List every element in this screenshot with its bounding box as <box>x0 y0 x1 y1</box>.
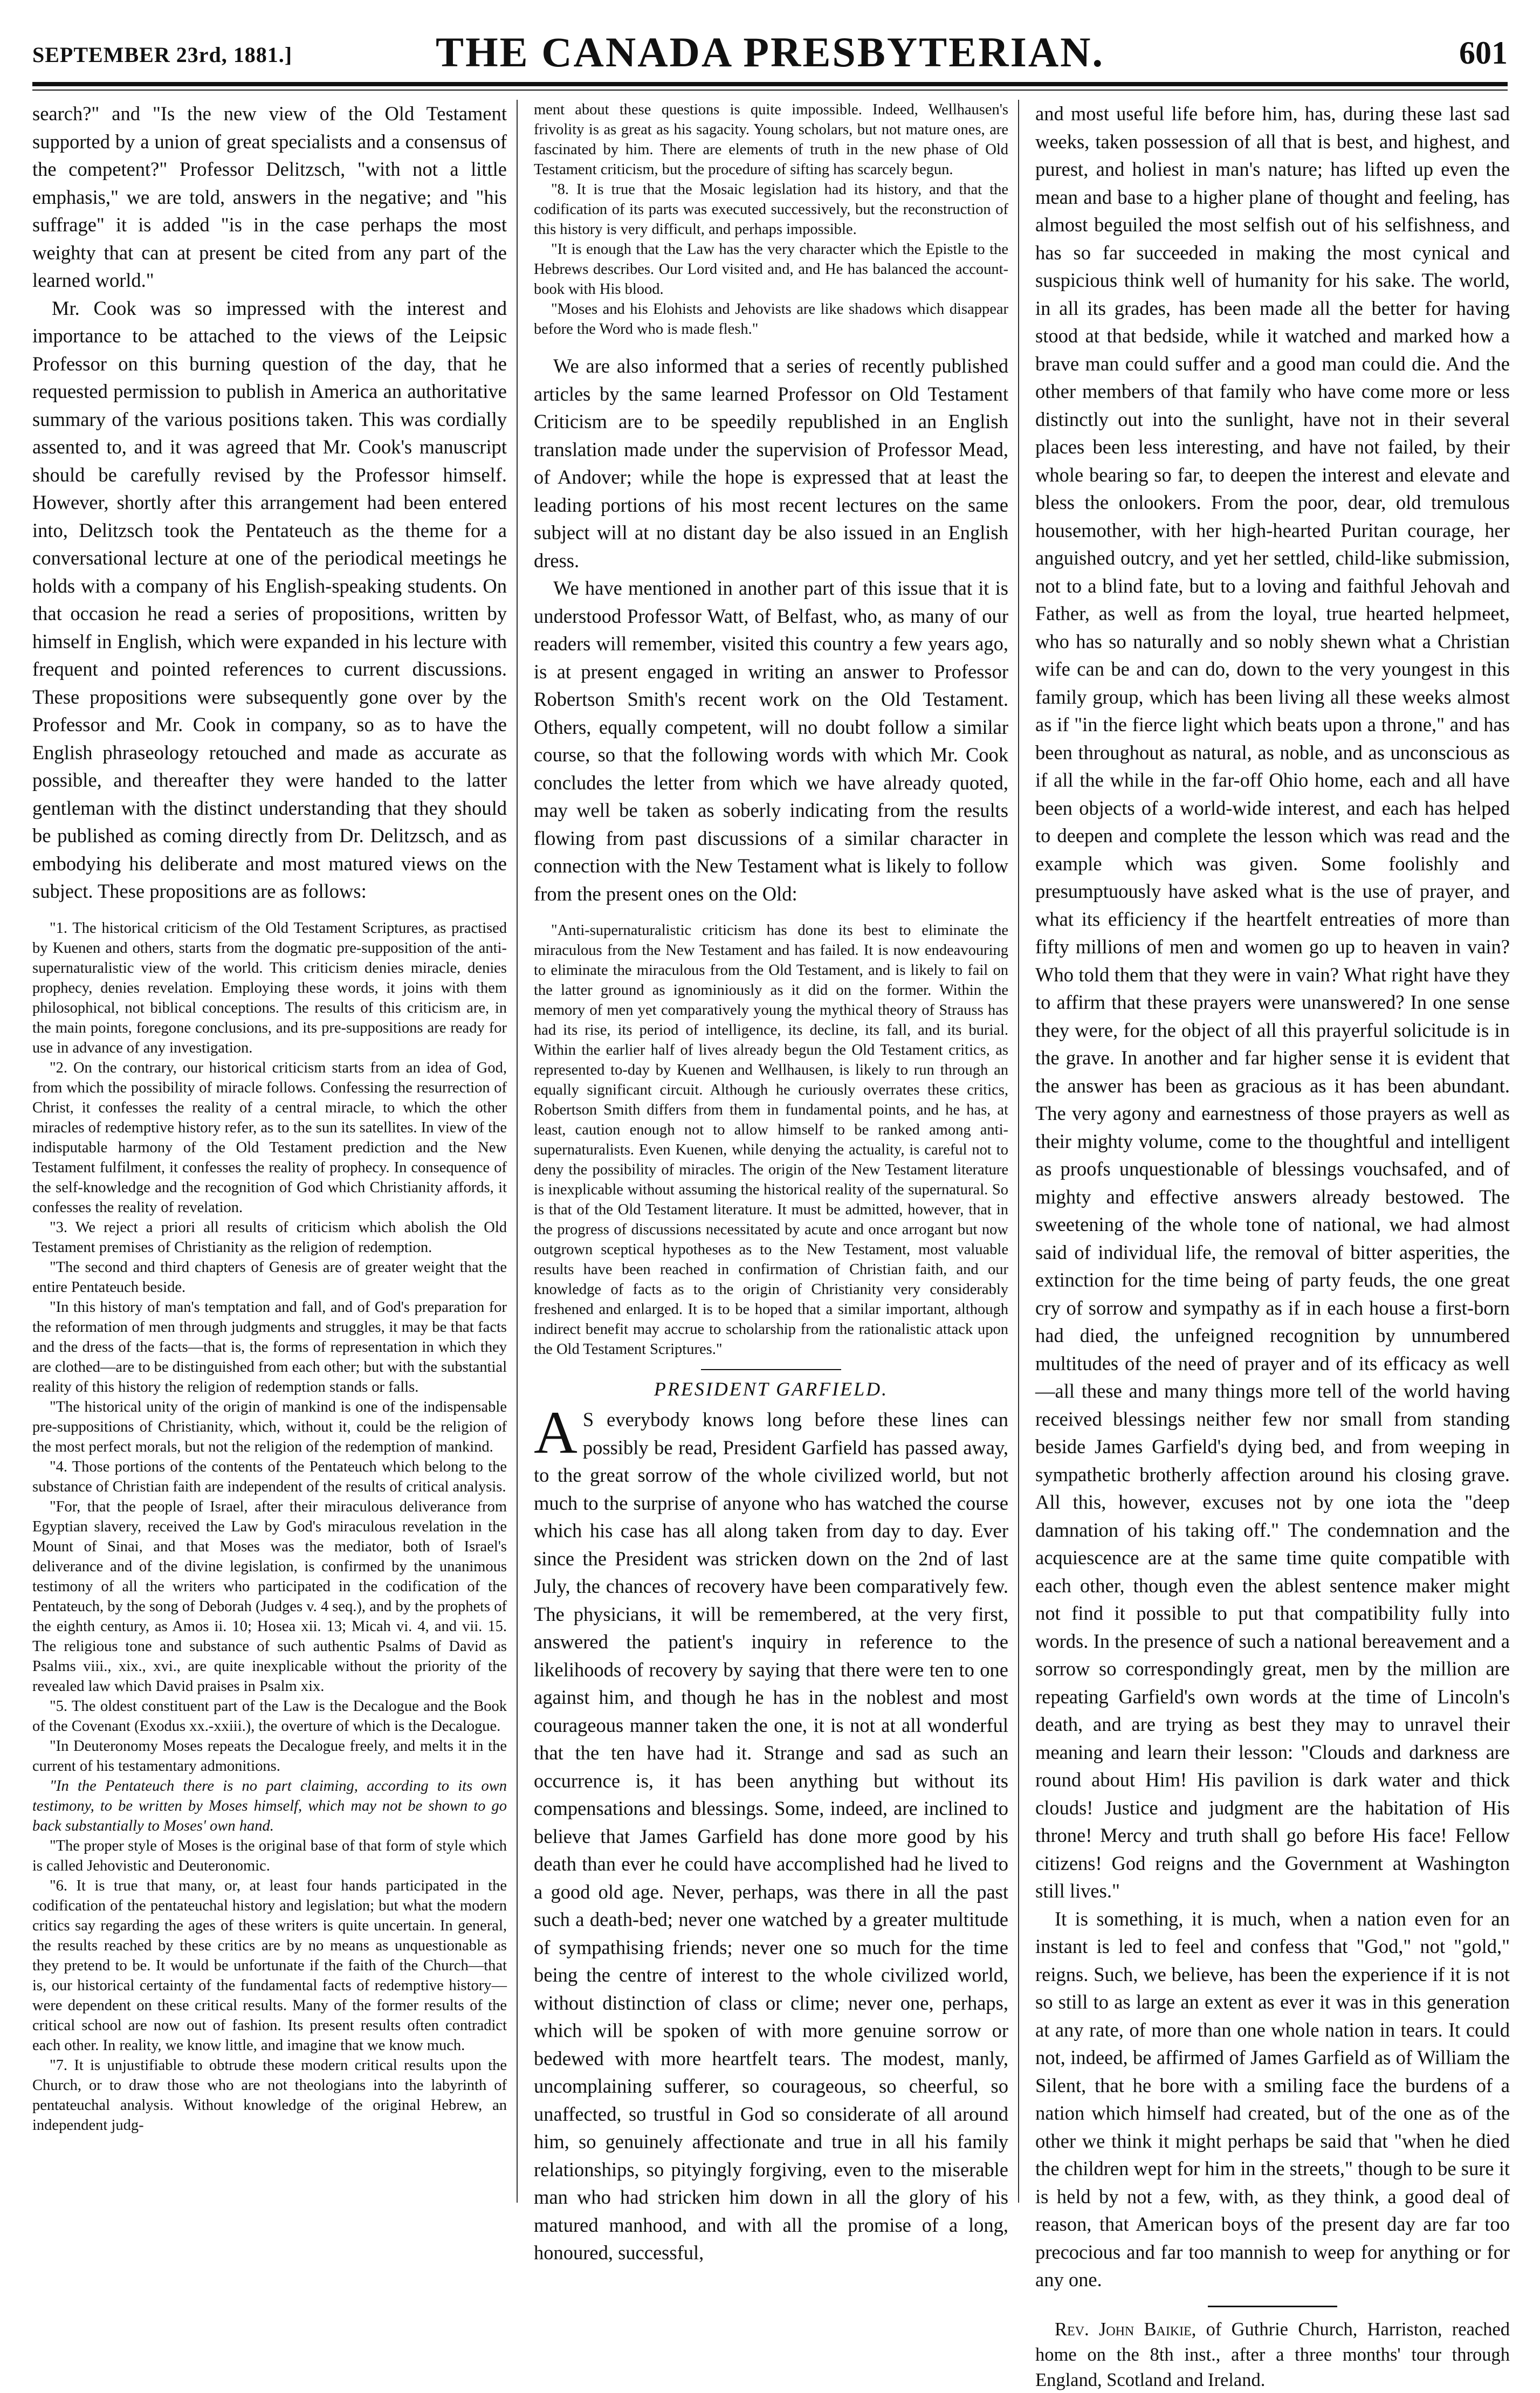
masthead-rule-thin <box>32 90 1508 91</box>
section-heading <box>534 1369 1008 1400</box>
quoted-proposition: ment about these questions is quite impossible. Indeed, Wellhausen's frivolity is as great as his sagacity. Young scholars, but not mature ones, are fascinated by him. There are elements of truth in the new phase of Old Testament criticism, but the procedure of sifting has scarcely begun. <box>534 101 1008 178</box>
quoted-proposition: "For, that the people of Israel, after their miraculous deliverance from Egyptian slavery, received the Law by God's miraculous revelation in the Mount of Sinai, and that Moses was the mediator, both of Israel's deliverance and of the divine legislation, is confirmed by the unanimous testimony of all the writers who participated in the codification of the Pentateuch, by the song of Deborah (Judges v. 4 seq.), and by the prophets of the eighth century, as Amos ii. 10; Hosea xii. 13; Micah vi. 4, and vii. 15. The religious tone and substance of such authentic Psalms of David as Psalms viii., xix., xvi., are quite inexplicable without the priority of the revealed law which David praises in Psalm xix. <box>32 1498 507 1695</box>
drop-cap: A <box>534 1399 578 1466</box>
column-divider-2 <box>1018 100 1019 2203</box>
quoted-proposition: "3. We reject a priori all results of criticism which abolish the Old Testament premises of Christianity as the religion of redemption. <box>32 1219 507 1256</box>
quoted-proposition: "4. Those portions of the contents of the Pentateuch which belong to the substance of Christian faith are independent of the results of critical analysis. <box>32 1458 507 1495</box>
quoted-proposition: "The proper style of Moses is the original base of that form of style which is called Jehovistic and Deuteronomic. <box>32 1837 507 1874</box>
quoted-proposition: "6. It is true that many, or, at least four hands participated in the codification of the pentateuchal history and legislation; but what the modern critics say regarding the ages of these writers is quite uncertain. In general, the results reached by these critics are by no means as unquestionable as they pretend to be. It would be unfortunate if the faith of the Church—that is, our historical certainty of the fundamental facts of redemptive history—were dependent on these critical results. Many of the former results of the critical school are now out of fashion. Its present results often contradict each other. In reality, we know little, and imagine that we know much. <box>32 1877 507 2054</box>
notice-name: Rev. John Baikie, <box>1055 2319 1197 2340</box>
column-divider-1 <box>517 100 518 2203</box>
quoted-proposition: "7. It is unjustifiable to obtrude these modern critical results upon the Church, or to draw those who are not theologians into the labyrinth of pentateuchal analysis. Without knowledge of the original Hebrew, an independent judg- <box>32 2057 507 2134</box>
masthead-rule-thick <box>32 82 1508 86</box>
issue-date: SEPTEMBER 23rd, 1881.] <box>32 43 293 67</box>
quoted-proposition: "In this history of man's temptation and fall, and of God's preparation for the reformation of men through judgments and struggles, it may be that facts and the dress of the facts—that is, the forms of representation in which they are clothed—are to be distinguished from each other; but with the substantial reality of this history the religion of redemption stands or falls. <box>32 1298 507 1395</box>
notice-text: of Guthrie Church, Harriston, reached home on the 8th inst., after a three months' tour through England, Scotland and Ireland. <box>1035 2319 1510 2390</box>
quoted-proposition: "In the Pentateuch there is no part claiming, according to its own testimony, to be written by Moses himself, which may not be shown to go back substantially to Moses' own hand. <box>32 1777 507 1834</box>
quoted-proposition: "2. On the contrary, our historical criticism starts from an idea of God, from which the possibility of miracle follows. Confessing the resurrection of Christ, it confesses the reality of a central miracle, to which the other miracles of redemptive history refer, as to the sun its satellites. In view of the indisputable harmony of the Old Testament prediction and the New Testament fulfilment, it confesses the reality of prophecy. In consequence of the self-knowledge and the recognition of God which Christianity affords, it confesses the reality of revelation. <box>32 1059 507 1216</box>
article-paragraph: It is something, it is much, when a nation even for an instant is led to feel and confess that "God," not "gold," reigns. Such, we believe, has been the experience if it is not so still to as large an extent as ever it was in this generation at any rate, of more than one whole nation in tears. It could not, indeed, be affirmed of James Garfield as of William the Silent, that he bore with a smiling face the burdens of a nation which himself had created, but of the one as of the other we think it might perhaps be said that "when he died the children wept for him in the streets," though to be sure it is held by not a few, with, as they think, a good deal of reason, that American boys of the present day are far too precocious and far too mannish to weep for anything or for any one. <box>1035 1907 1510 2291</box>
quoted-proposition: "In Deuteronomy Moses repeats the Decalogue freely, and melts it in the current of his testamentary admonitions. <box>32 1737 507 1775</box>
heading-rule <box>701 1369 841 1370</box>
column-3 <box>1035 100 1510 2390</box>
page-number: 601 <box>1459 35 1508 71</box>
quoted-proposition: "1. The historical criticism of the Old Testament Scriptures, as practised by Kuenen and others, starts from the dogmatic pre-supposition of the anti-supernaturalistic view of the world. This criticism denies miracle, denies prophecy, denies revelation. Employing these words, it joins with them philosophical, not biblical conceptions. The results of this criticism are, in the main points, foregone conclusions, and its pre-suppositions are ready for use in advance of any investigation. <box>32 919 507 1056</box>
quoted-proposition: "The historical unity of the origin of mankind is one of the indispensable pre-suppositions of Christianity, which, without it, could be the religion of the most perfect morals, but not the religion of the redemption of mankind. <box>32 1398 507 1455</box>
article-paragraph: search?" and "Is the new view of the Old Testament supported by a union of great specialists and a consensus of the competent?" Professor Delitzsch, "with not a little emphasis," we are told, answers in the negative; and "his suffrage" it is added "is in the case perhaps the most weighty that can at present be cited from any part of the learned world." <box>32 102 507 291</box>
article-paragraph: and most useful life before him, has, during these last sad weeks, taken possession of all that is best, and highest, and purest, and holiest in man's nature; has lifted up even the mean and base to a higher plane of thought and feeling, has almost beguiled the most selfish out of his selfishness, and has so far succeeded in making the most cynical and suspicious think well of humanity for his sake. The world, in all its grades, has been made all the better for having stood at that bedside, while it watched and marked how a brave man could suffer and a good man could die. And the other members of that family who have come more or less distinctly out into the sunlight, have not in their several places been less interesting, and have not failed, by their whole bearing so far, to deepen the interest and elevate and bless the onlookers. From the poor, dear, old tremulous housemother, with her high-hearted Puritan courage, her anguished outcry, and yet her settled, child-like submission, not to a blind fate, but to a loving and faithful Jehovah and Father, as well as from the loyal, true hearted helpmeet, who has so naturally and so nobly shewn what a Christian wife can be and can do, down to the very youngest in this family group, which has been living all these weeks almost as if "in the fierce light which beats upon a throne," and has been throughout as natural, as noble, and as unconscious as if all the while in the far-off Ohio home, each and all have been objects of a world-wide interest, and each has helped to deepen and complete the lesson which was read and the example which was given. Some foolishly and presumptuously have asked what is the use of prayer, and what its efficiency if the heartfelt entreaties of more than fifty millions of men and women go up to heaven in vain? Who told them that they were in vain? What right have they to affirm that these prayers were unanswered? In one sense they were, for the object of all this prayerful solicitude is in the grave. In another and far higher sense it is evident that the answer has been as gracious as it has been abundant. The very agony and earnestness of those prayers as well as their mighty volume, come to the thoughtful and intelligent as proofs unquestionable of blessings vouchsafed, and of mighty and effective answers already bestowed. The sweetening of the whole tone of national, we had almost said of individual life, the removal of bitter asperities, the extinction for the time being of party feuds, the one great cry of sorrow and sympathy as if in each house a first-born had died, the unfeigned recognition by unnumbered multitudes of the need of prayer and of its efficacy as well—all these and many things more tell of the world having received blessings neither few nor small from standing beside James Garfield's dying bed, and from weeping in sympathetic brotherly affection around his closing grave. All this, however, excuses not by one iota the "deep damnation of his taking off." The condemnation and the acquiescence are at the same time quite compatible with each other, though even the ablest sentence maker might not find it possible to put that compatibility fully into words. In the presence of such a national bereavement and a sorrow so correspondingly great, men by the million are repeating Garfield's own words at the time of Lincoln's death, and are trying as best they may to unravel their meaning and learn their lesson: "Clouds and darkness are round about Him! His pavilion is dark water and thick clouds! Justice and judgment are the habitation of His throne! Mercy and truth shall go before His face! Fellow citizens! God reigns and the Government at Washington still lives." <box>1035 102 1510 1902</box>
article-text: S everybody knows long before these lines can possibly be read, President Garfield has passed away, to the great sorrow of the whole civilized world, but not much to the surprise of anyone who has watched the course which his case has all along taken from day to day. Ever since the President was stricken down on the 2nd of last July, the chances of recovery have been comparatively few. The physicians, it will be remembered, at the very first, answered the patient's inquiry in reference to the likelihoods of recovery by saying that there were ten to one against him, and though he has in the noblest and most courageous manner taken the one, it is not at all wonderful that the ten have had it. Strange and sad as such an occurrence is, it has been anything but without its compensations and blessings. Some, indeed, are inclined to believe that James Garfield has done more good by his death than ever he could have accomplished had he lived to a good old age. Never, perhaps, was there in all the past such a death-bed; never one watched by a greater multitude of sympathising friends; never one so much for the time being the centre of interest to the whole civilized world, without distinction of class or clime; never one, perhaps, which will be spoken of with more genuine sorrow or bedewed with more heartfelt tears. The modest, manly, uncomplaining sufferer, so courageous, so cheerful, so unaffected, so trustful in God so considerate of all around him, so genuinely affectionate and true in all his family relationships, so pityingly forgiving, even to the miserable man who had stricken him down in all the glory of his matured manhood, and with all the promise of a long, honoured, successful, <box>534 1408 1008 2264</box>
church-notice <box>1035 2317 1510 2393</box>
column-1 <box>32 100 507 2203</box>
quoted-proposition: "Moses and his Elohists and Jehovists are like shadows which disappear before the Word who is made flesh." <box>534 301 1008 338</box>
article-paragraph: Mr. Cook was so impressed with the interest and importance to be attached to the views of the Leipsic Professor on this burning question of the day, that he requested permission to publish in America an authoritative summary of the various positions taken. This was cordially assented to, and it was agreed that Mr. Cook's manuscript should be carefully revised by the Professor himself. However, shortly after this arrangement had been entered into, Delitzsch took the Pentateuch as the theme for a conversational lecture at one of the periodical meetings he holds with a company of his English-speaking students. On that occasion he read a series of propositions, written by himself in English, which were expanded in his lecture with frequent and pointed references to current discussions. These propositions were subsequently gone over by the Professor and Mr. Cook in company, so as to have the English phraseology retouched and made as accurate as possible, and thereafter they were handed to the latter gentleman with the distinct understanding that they should be published as coming directly from Dr. Delitzsch, and as embodying his deliberate and most matured views on the subject. These propositions are as follows: <box>32 297 507 902</box>
notice-rule <box>1208 2306 1337 2307</box>
heading-title: PRESIDENT GARFIELD. <box>654 1378 889 1400</box>
article-paragraph <box>534 1399 1008 2267</box>
article-paragraph: We are also informed that a series of recently published articles by the same learned Professor on Old Testament Criticism are to be speedily republished in an English translation made under the supervision of Professor Mead, of Andover; while the hope is expressed that at least the leading portions of his most recent lectures on the same subject will at no distant day be also issued in an English dress. <box>534 355 1008 572</box>
quoted-conclusion: "Anti-supernaturalistic criticism has done its best to eliminate the miraculous from the New Testament and has failed. It is now endeavouring to eliminate the miraculous from the Old Testament, and is likely to fail on the latter ground as ignominiously as it did on the former. Within the memory of men yet comparatively young the mythical theory of Strauss has had its rise, its period of intelligence, its decline, its fall, and its burial. Within the earlier half of lives already begun the Old Testament critics, as represented to-day by Kuenen and Wellhausen, is likely to run through an equally significant circuit. Although he curiously overrates these critics, Robertson Smith differs from them in fundamental points, and he has, at least, caution enough not to allow himself to be ranked among anti-supernaturalists. Even Kuenen, while denying the actuality, is careful not to deny the possibility of miracles. The origin of the New Testament literature is inexplicable without assuming the historical reality of the supernatural. So is that of the Old Testament literature. It must be admitted, however, that in the progress of discussions necessitated by acute and once arrogant but now outgrown sceptical hypotheses as to the New Testament, most valuable results have been reached in confirmation of Christian faith, and our knowledge of facts as to the origin of Christianity very considerably freshened and enlarged. It is to be hoped that a similar important, although indirect benefit may accrue to scholarship from the rationalistic attack upon the Old Testament Scriptures." <box>534 922 1008 1358</box>
masthead <box>32 22 1508 81</box>
newspaper-title: THE CANADA PRESBYTERIAN. <box>435 29 1105 75</box>
column-2 <box>534 100 1008 2264</box>
quoted-proposition: "5. The oldest constituent part of the Law is the Decalogue and the Book of the Covenant (Exodus xx.-xxiii.), the overture of which is the Decalogue. <box>32 1697 507 1735</box>
article-paragraph: We have mentioned in another part of this issue that it is understood Professor Watt, of Belfast, who, as many of our readers will remember, visited this country a few years ago, is at present engaged in writing an answer to Professor Robertson Smith's recent work on the Old Testament. Others, equally competent, will no doubt follow a similar course, so that the following words with which Mr. Cook concludes the letter from which we have already quoted, may well be taken as soberly indicating from the results flowing from past discussions of a similar character in connection with the New Testament what is likely to follow from the present ones on the Old: <box>534 577 1008 905</box>
quoted-proposition: "It is enough that the Law has the very character which the Epistle to the Hebrews describes. Our Lord visited and, and He has balanced the account-book with His blood. <box>534 241 1008 298</box>
quoted-proposition: "The second and third chapters of Genesis are of greater weight that the entire Pentateuch beside. <box>32 1259 507 1296</box>
quoted-proposition: "8. It is true that the Mosaic legislation had its history, and that the codification of its parts was executed successively, but the reconstruction of this history is very difficult, and perhaps impossible. <box>534 181 1008 238</box>
